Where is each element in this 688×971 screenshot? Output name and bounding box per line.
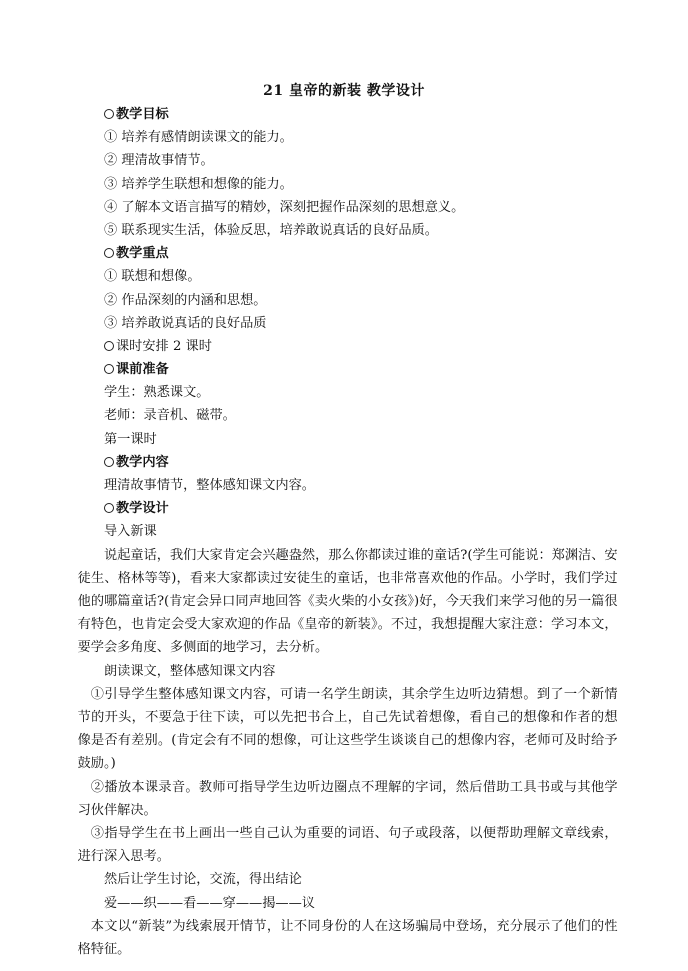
step-paragraph: ②播放本课录音。教师可指导学生边听边圈点不理解的字词，然后借助工具书或与其他学习伙伴解决。 [77,779,618,818]
circle-bullet-icon [104,248,114,258]
content-heading: 教学内容 [104,451,624,474]
intro-paragraph: 说起童话，我们大家肯定会兴趣盎然，那么你都读过谁的童话?(学生可能说：郑渊洁、安徒生、格林等等)，看来大家都读过安徒生的童话，也非常喜欢他的作品。小学时，我们学过他的哪篇童话?(肯定会异口同声地回答《卖火柴的小女孩》)好，今天我们来学习他的另一篇很有特色，也肯定会受大家欢迎的作品《皇帝的新装》。不过，我想提醒大家注意：学习本文，要学会多角度、多侧面的地学习，去分析。 [77,547,618,656]
prep-heading: 课前准备 [104,358,624,381]
focus-item: ② 作品深刻的内涵和思想。 [104,292,267,308]
document-title: 21 皇帝的新装 教学设计 [263,83,425,99]
goal-item: ④ 了解本文语言描写的精妙，深刻把握作品深刻的思想意义。 [104,199,465,215]
chain-line: 爱——织——看——穿——揭——议 [104,895,315,911]
focus-item: ① 联想和想像。 [104,269,201,285]
goal-item: ③ 培养学生联想和想像的能力。 [104,176,293,192]
read-label: 朗读课文，整体感知课文内容 [104,663,276,679]
goal-item: ② 理清故事情节。 [104,153,214,169]
prep-item: 老师：录音机、磁带。 [104,408,236,424]
focus-item: ③ 培养敢说真话的良好品质 [104,315,267,331]
intro-label: 导入新课 [104,524,157,540]
goal-item: ① 培养有感情朗读课文的能力。 [104,130,293,146]
conclusion-paragraph: 本文以“新装”为线索展开情节，让不同身份的人在这场骗局中登场，充分展示了他们的性格特征。 [77,918,618,957]
circle-bullet-icon [104,109,114,119]
goal-item: ⑤ 联系现实生活，体验反思，培养敢说真话的良好品质。 [104,222,438,238]
step-paragraph: ③指导学生在书上画出一些自己认为重要的词语、句子或段落，以便帮助理解文章线索，进行深入思考。 [77,825,618,865]
first-lesson-label: 第一课时 [104,431,157,447]
schedule-line: 课时安排 2 课时 [104,335,624,358]
discuss-line: 然后让学生讨论，交流，得出结论 [104,872,302,888]
circle-bullet-icon [104,341,114,351]
circle-bullet-icon [104,364,114,374]
circle-bullet-icon [104,457,114,467]
content-text: 理清故事情节，整体感知课文内容。 [104,478,315,493]
design-heading: 教学设计 [104,497,624,520]
focus-heading: 教学重点 [104,242,624,265]
prep-item: 学生：熟悉课文。 [104,385,210,401]
step-paragraph: ①引导学生整体感知课文内容，可请一名学生朗读，其余学生边听边猜想。到了一个新情节的开头，不要急于往下读，可以先把书合上，自己先试着想像，看自己的想像和作者的想像是否有差别。(肯定会有不同的想像，可让这些学生谈谈自己的想像内容，老师可及时给予鼓励。) [77,686,618,772]
goals-heading: 教学目标 [104,103,624,126]
circle-bullet-icon [104,503,114,513]
document-body [77,103,624,961]
